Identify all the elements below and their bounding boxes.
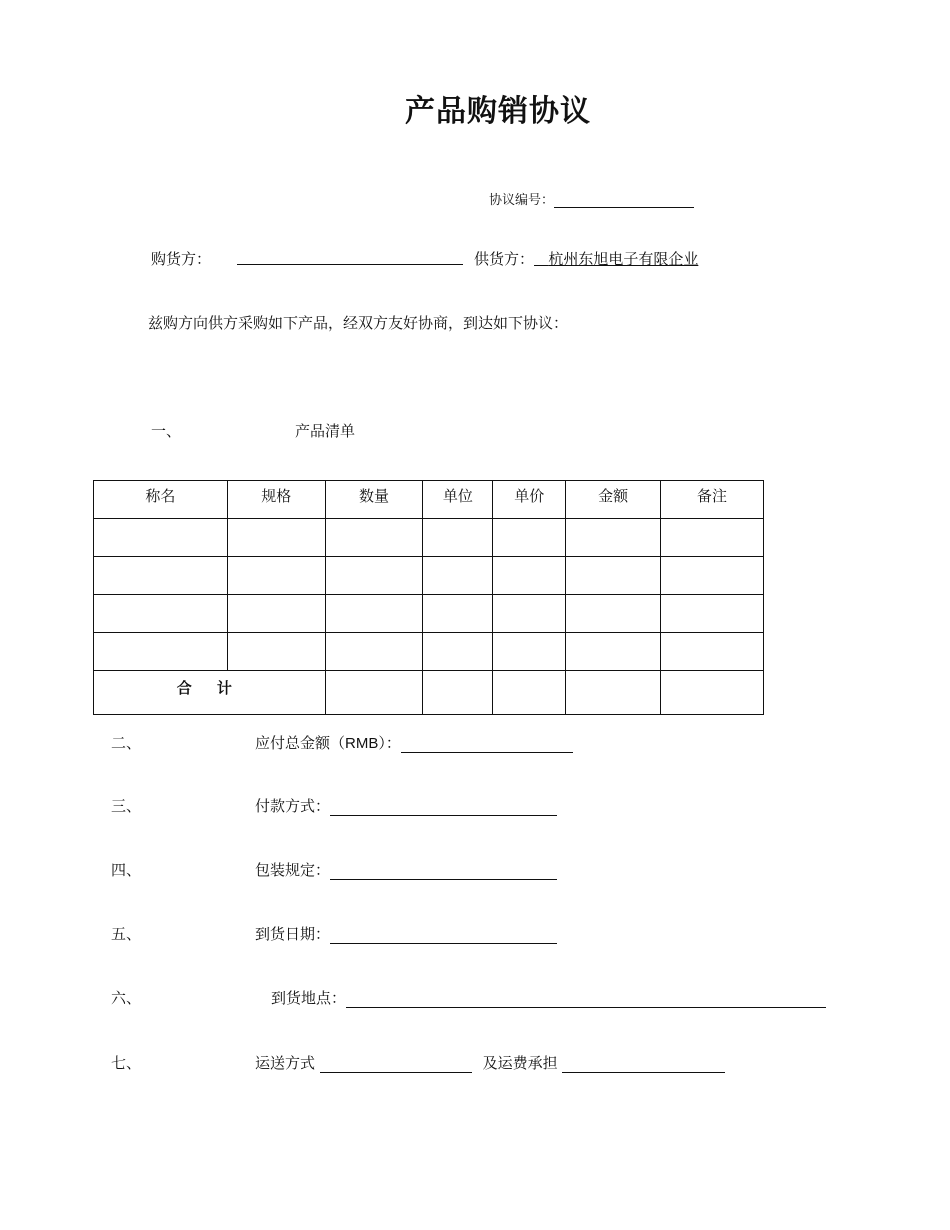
table-header-row bbox=[94, 481, 764, 519]
header-unit: 单位 bbox=[423, 481, 493, 519]
table-cell[interactable] bbox=[325, 557, 423, 595]
section-7-label: 运送方式 bbox=[255, 1054, 316, 1072]
table-cell[interactable] bbox=[493, 633, 566, 671]
section-7-row bbox=[255, 1052, 725, 1073]
payment-method-field[interactable] bbox=[330, 800, 557, 816]
section-4-row bbox=[255, 859, 557, 880]
section-2-number: 二、 bbox=[111, 734, 142, 752]
agreement-number-row bbox=[489, 189, 694, 208]
table-cell[interactable] bbox=[493, 557, 566, 595]
agreement-number-field[interactable] bbox=[554, 193, 694, 208]
shipping-method-field[interactable] bbox=[320, 1057, 472, 1073]
section-5-label: 到货日期： bbox=[255, 925, 331, 943]
packaging-field[interactable] bbox=[330, 864, 557, 880]
table-cell[interactable] bbox=[423, 519, 493, 557]
arrival-date-field[interactable] bbox=[330, 928, 557, 944]
table-cell[interactable] bbox=[325, 595, 423, 633]
table-cell[interactable] bbox=[325, 519, 423, 557]
section-5-number: 五、 bbox=[111, 925, 142, 943]
table-row bbox=[94, 519, 764, 557]
header-name: 称名 bbox=[94, 481, 228, 519]
header-spec: 规格 bbox=[227, 481, 325, 519]
section-1-number: 一、 bbox=[151, 422, 182, 440]
table-total-row bbox=[94, 671, 764, 715]
table-cell[interactable] bbox=[227, 519, 325, 557]
table-cell[interactable] bbox=[94, 633, 228, 671]
table-cell[interactable] bbox=[423, 557, 493, 595]
section-6-row bbox=[271, 987, 826, 1008]
header-unit-price: 单价 bbox=[493, 481, 566, 519]
table-cell[interactable] bbox=[94, 595, 228, 633]
header-amount: 金额 bbox=[566, 481, 661, 519]
total-amount-field[interactable] bbox=[401, 737, 573, 753]
table-cell[interactable] bbox=[227, 633, 325, 671]
table-cell[interactable] bbox=[566, 519, 661, 557]
table-cell[interactable] bbox=[325, 671, 423, 715]
table-cell[interactable] bbox=[493, 671, 566, 715]
section-7-number: 七、 bbox=[111, 1054, 142, 1072]
supplier-row bbox=[474, 248, 698, 269]
freight-bearer-field[interactable] bbox=[562, 1057, 725, 1073]
section-7-label-2: 及运费承担 bbox=[482, 1054, 558, 1072]
section-2-row bbox=[255, 732, 573, 753]
section-1-label: 产品清单 bbox=[295, 422, 356, 440]
table-cell[interactable] bbox=[566, 595, 661, 633]
table-cell[interactable] bbox=[325, 633, 423, 671]
section-6-label: 到货地点： bbox=[271, 989, 347, 1007]
table-cell[interactable] bbox=[423, 633, 493, 671]
table-cell[interactable] bbox=[423, 671, 493, 715]
header-remark: 备注 bbox=[661, 481, 764, 519]
product-table bbox=[93, 480, 764, 715]
table-cell[interactable] bbox=[661, 671, 764, 715]
section-3-number: 三、 bbox=[111, 797, 142, 815]
table-cell[interactable] bbox=[566, 633, 661, 671]
intro-text: 兹购方向供方采购如下产品，经双方友好协商，到达如下协议： bbox=[148, 314, 569, 332]
table-cell[interactable] bbox=[94, 557, 228, 595]
table-row bbox=[94, 633, 764, 671]
table-cell[interactable] bbox=[227, 557, 325, 595]
table-cell[interactable] bbox=[566, 671, 661, 715]
section-3-label: 付款方式： bbox=[255, 797, 331, 815]
section-4-number: 四、 bbox=[111, 861, 142, 879]
table-cell[interactable] bbox=[566, 557, 661, 595]
buyer-field[interactable] bbox=[237, 249, 463, 265]
section-6-number: 六、 bbox=[111, 989, 142, 1007]
supplier-name: 杭州东旭电子有限企业 bbox=[548, 250, 699, 268]
supplier-label: 供货方： bbox=[474, 250, 535, 268]
arrival-location-field[interactable] bbox=[346, 992, 826, 1008]
table-cell[interactable] bbox=[661, 557, 764, 595]
table-cell[interactable] bbox=[493, 595, 566, 633]
table-cell[interactable] bbox=[227, 595, 325, 633]
agreement-number-label: 协议编号： bbox=[489, 193, 555, 208]
section-3-row bbox=[255, 795, 557, 816]
header-quantity: 数量 bbox=[325, 481, 423, 519]
total-label: 合 计 bbox=[94, 671, 326, 715]
table-cell[interactable] bbox=[493, 519, 566, 557]
table-cell[interactable] bbox=[94, 519, 228, 557]
document-title: 产品购销协议 bbox=[405, 94, 591, 129]
table-cell[interactable] bbox=[423, 595, 493, 633]
section-5-row bbox=[255, 923, 557, 944]
section-4-label: 包装规定： bbox=[255, 861, 331, 879]
section-2-label: 应付总金额（RMB）： bbox=[255, 735, 401, 752]
buyer-label: 购货方： bbox=[151, 250, 212, 268]
table-row bbox=[94, 557, 764, 595]
table-row bbox=[94, 595, 764, 633]
table-cell[interactable] bbox=[661, 595, 764, 633]
table-cell[interactable] bbox=[661, 519, 764, 557]
table-cell[interactable] bbox=[661, 633, 764, 671]
